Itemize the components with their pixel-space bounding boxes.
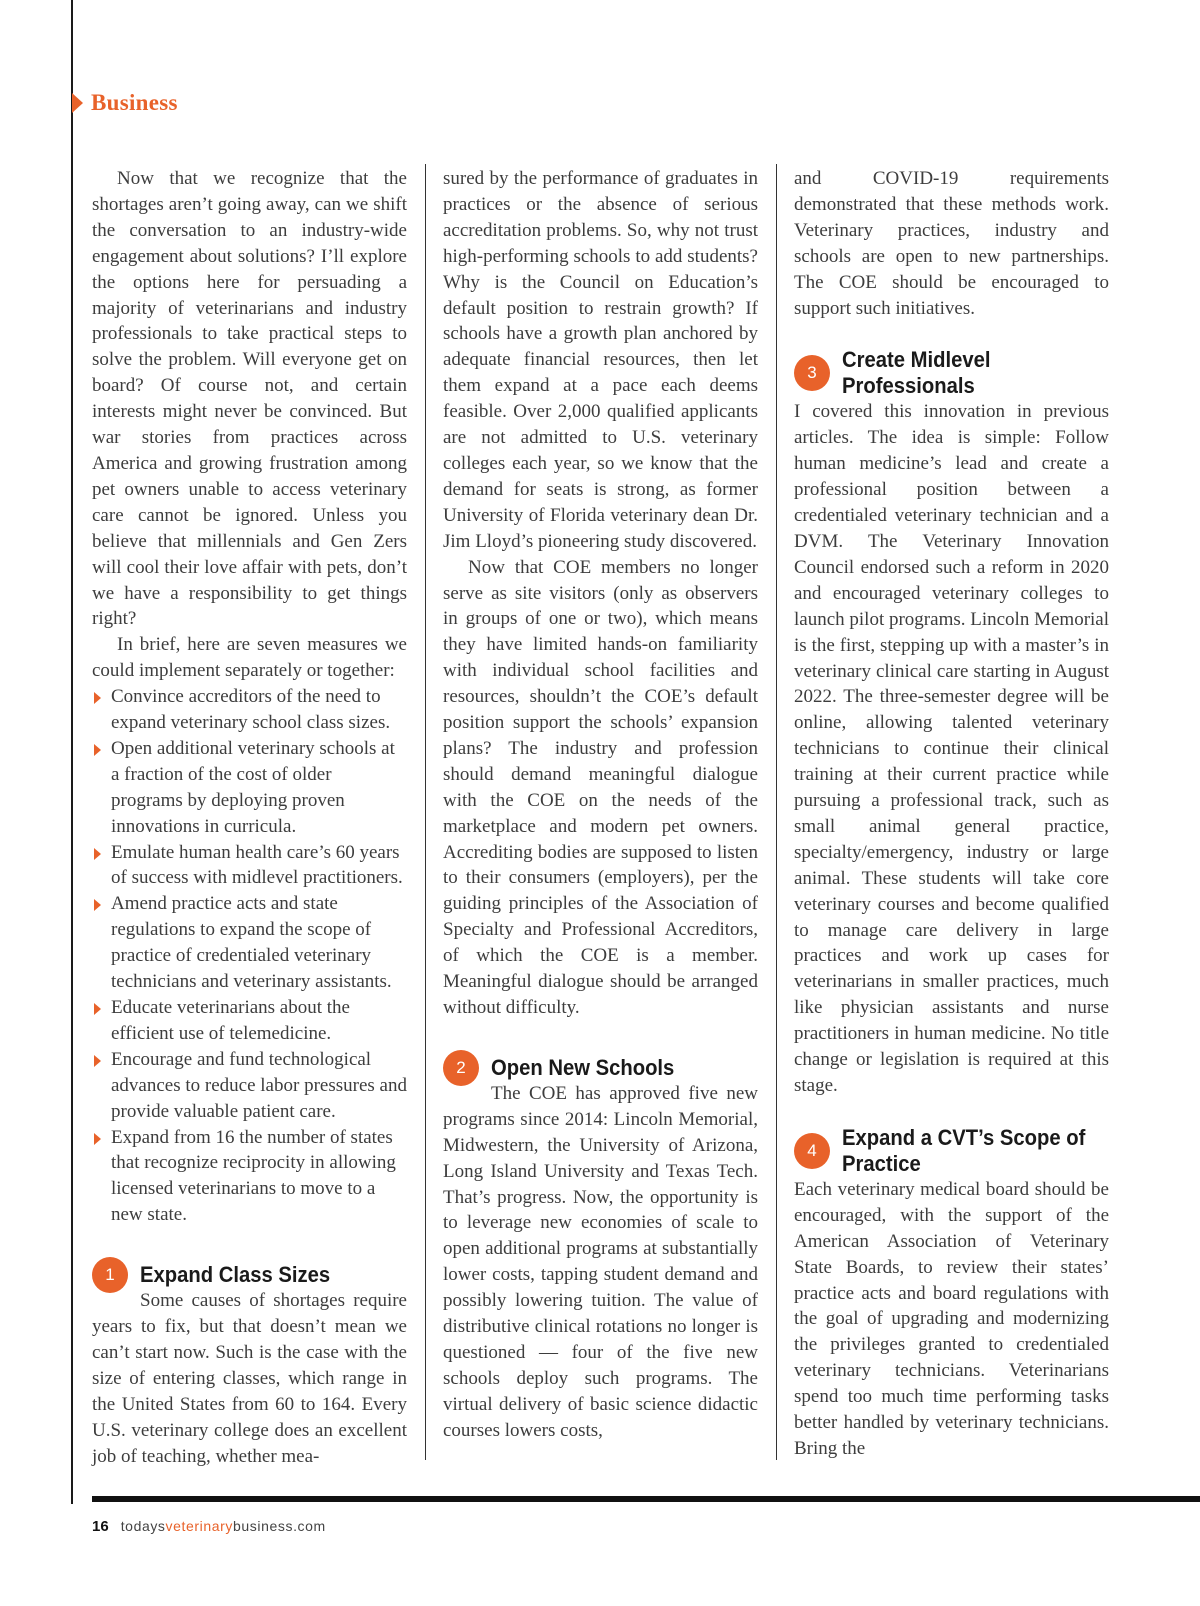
subhead-title: Open New Schools	[491, 1054, 675, 1080]
section-arrow-icon	[72, 93, 83, 113]
bullet-arrow-icon	[94, 1133, 101, 1145]
subhead-open-new-schools	[443, 1055, 758, 1107]
page-number: 16	[92, 1518, 109, 1535]
subhead-title: Expand a CVT’s Scope of Practice	[842, 1124, 1086, 1176]
subhead-expand-cvt-scope	[794, 1125, 1109, 1177]
paragraph: Now that COE members no longer serve as site visitors (only as observers in groups of one or two), which means they have limited hands-on familiarity with individual school facilities and resources, shouldn’t the COE’s default position support the schools’ expansion plans? The industry and profession should demand meaningful dialogue with the COE on the needs of the marketplace and modern pet owners. Accrediting bodies are supposed to listen to their consumers (employers), per the guiding principles of the Association of Specialty and Professional Accreditors, of which the COE is a member. Meaningful dialogue should be arranged without difficulty.	[443, 556, 758, 1018]
column-divider	[776, 164, 777, 1460]
number-badge: 2	[443, 1050, 479, 1086]
paragraph: Some causes of shortages require years to fix, but that doesn’t mean we can’t start now. Such is the case with the size of entering classes, which range in the United States from 60 to 164. Every U.S. veterinary college does an excellent job of teaching, whether mea-	[92, 1290, 407, 1467]
footer-rule	[92, 1496, 1200, 1502]
list-item: Educate veterinarians about the efficient use of telemedicine.	[92, 995, 407, 1047]
subhead-expand-class-sizes	[92, 1262, 407, 1314]
bullet-arrow-icon	[94, 692, 101, 704]
paragraph: In brief, here are seven measures we could implement separately or together:	[92, 634, 407, 682]
bullet-arrow-icon	[94, 899, 101, 911]
site-url: todaysveterinarybusiness.com	[120, 1518, 326, 1534]
page-footer	[92, 1518, 326, 1535]
bullet-arrow-icon	[94, 744, 101, 756]
paragraph: The COE has approved five new programs since 2014: Lincoln Memorial, Midwestern, the University of Arizona, Long Island University and Texas Tech. That’s progress. Now, the opportunity is to leverage new economies of scale to open additional programs at substantially lower costs, tapping student demand and possibly lowering tuition. The value of distributive clinical rotations no longer is questioned — four of the five new schools deploy such programs. The virtual delivery of basic science didactic courses lowers costs,	[443, 1082, 758, 1441]
subhead-title: Expand Class Sizes	[140, 1262, 331, 1288]
list-item: Open additional veterinary schools at a fraction of the cost of older programs by deploying proven innovations in curricula.	[92, 736, 407, 840]
subhead-title: Create Midlevel Professionals	[842, 347, 991, 399]
section-header	[72, 88, 178, 118]
number-badge: 4	[794, 1133, 830, 1169]
paragraph: Each veterinary medical board should be encouraged, with the support of the American Association of Veterinary State Boards, to review their states’ practice acts and board regulations with the goal of upgrading and modernizing the privileges granted to credentialed veterinary technicians. Veterinarians spend too much time performing tasks better handled by veterinary technicians. Bring the	[794, 1178, 1109, 1459]
article-column-2	[443, 166, 758, 1444]
paragraph: and COVID-19 requirements demonstrated that these methods work. Veterinary practices, industry and schools are open to new partnerships. The COE should be encouraged to support such initiatives.	[794, 168, 1109, 319]
list-item: Encourage and fund technological advances to reduce labor pressures and provide valuable patient care.	[92, 1047, 407, 1125]
number-badge: 1	[92, 1257, 128, 1293]
bullet-arrow-icon	[94, 848, 101, 860]
subhead-create-midlevel-professionals	[794, 347, 1109, 399]
number-badge: 3	[794, 355, 830, 391]
article-column-1	[92, 166, 407, 1470]
list-item: Emulate human health care’s 60 years of success with midlevel practitioners.	[92, 840, 407, 892]
measures-list	[92, 684, 407, 1228]
bullet-arrow-icon	[94, 1003, 101, 1015]
list-item: Convince accreditors of the need to expand veterinary school class sizes.	[92, 684, 407, 736]
paragraph: sured by the performance of graduates in practices or the absence of serious accreditation problems. So, why not trust high-performing schools to add students? Why is the Council on Education’s default position to restrain growth? If schools have a growth plan anchored by adequate financial resources, then let them expand at a pace each deems feasible. Over 2,000 qualified applicants are not admitted to U.S. veterinary colleges each year, so we know that the demand for seats is strong, as former University of Florida veterinary dean Dr. Jim Lloyd’s pioneering study discovered.	[443, 168, 758, 552]
list-item: Expand from 16 the number of states that recognize reciprocity in allowing licensed veterinarians to move to a new state.	[92, 1125, 407, 1229]
list-item: Amend practice acts and state regulations to expand the scope of practice of credentialed veterinary technicians and veterinary assistants.	[92, 891, 407, 995]
paragraph: Now that we recognize that the shortages aren’t going away, can we shift the conversation to an industry-wide engagement about solutions? I’ll explore the options here for persuading a majority of veterinarians and industry professionals to take practical steps to solve the problem. Will everyone get on board? Of course not, and certain interests might never be convinced. But war stories from practices across America and growing frustration among pet owners unable to access veterinary care cannot be ignored. Unless you believe that millennials and Gen Zers will cool their love affair with pets, don’t we have a responsibility to get things right?	[92, 168, 407, 630]
bullet-arrow-icon	[94, 1055, 101, 1067]
column-divider	[425, 164, 426, 1460]
article-column-3	[794, 166, 1109, 1462]
left-margin-rule	[71, 0, 73, 1504]
paragraph: I covered this innovation in previous articles. The idea is simple: Follow human medicine’s lead and create a professional position between a credentialed veterinary technician and a DVM. The Veterinary Innovation Council endorsed such a reform in 2020 and encouraged veterinary colleges to launch pilot programs. Lincoln Memorial is the first, stepping up with a master’s in veterinary clinical care starting in August 2022. The three-semester degree will be online, allowing talented veterinary technicians to continue their clinical training at their current practice while pursuing a professional track, such as small animal general practice, specialty/emergency, industry or large animal. These students will take core veterinary courses and become qualified to manage care delivery in large practices and work up cases for veterinarians in smaller practices, much like physician assistants and nurse practitioners in human medicine. No title change or legislation is required at this stage.	[794, 401, 1110, 1096]
section-title: Business	[91, 90, 178, 115]
